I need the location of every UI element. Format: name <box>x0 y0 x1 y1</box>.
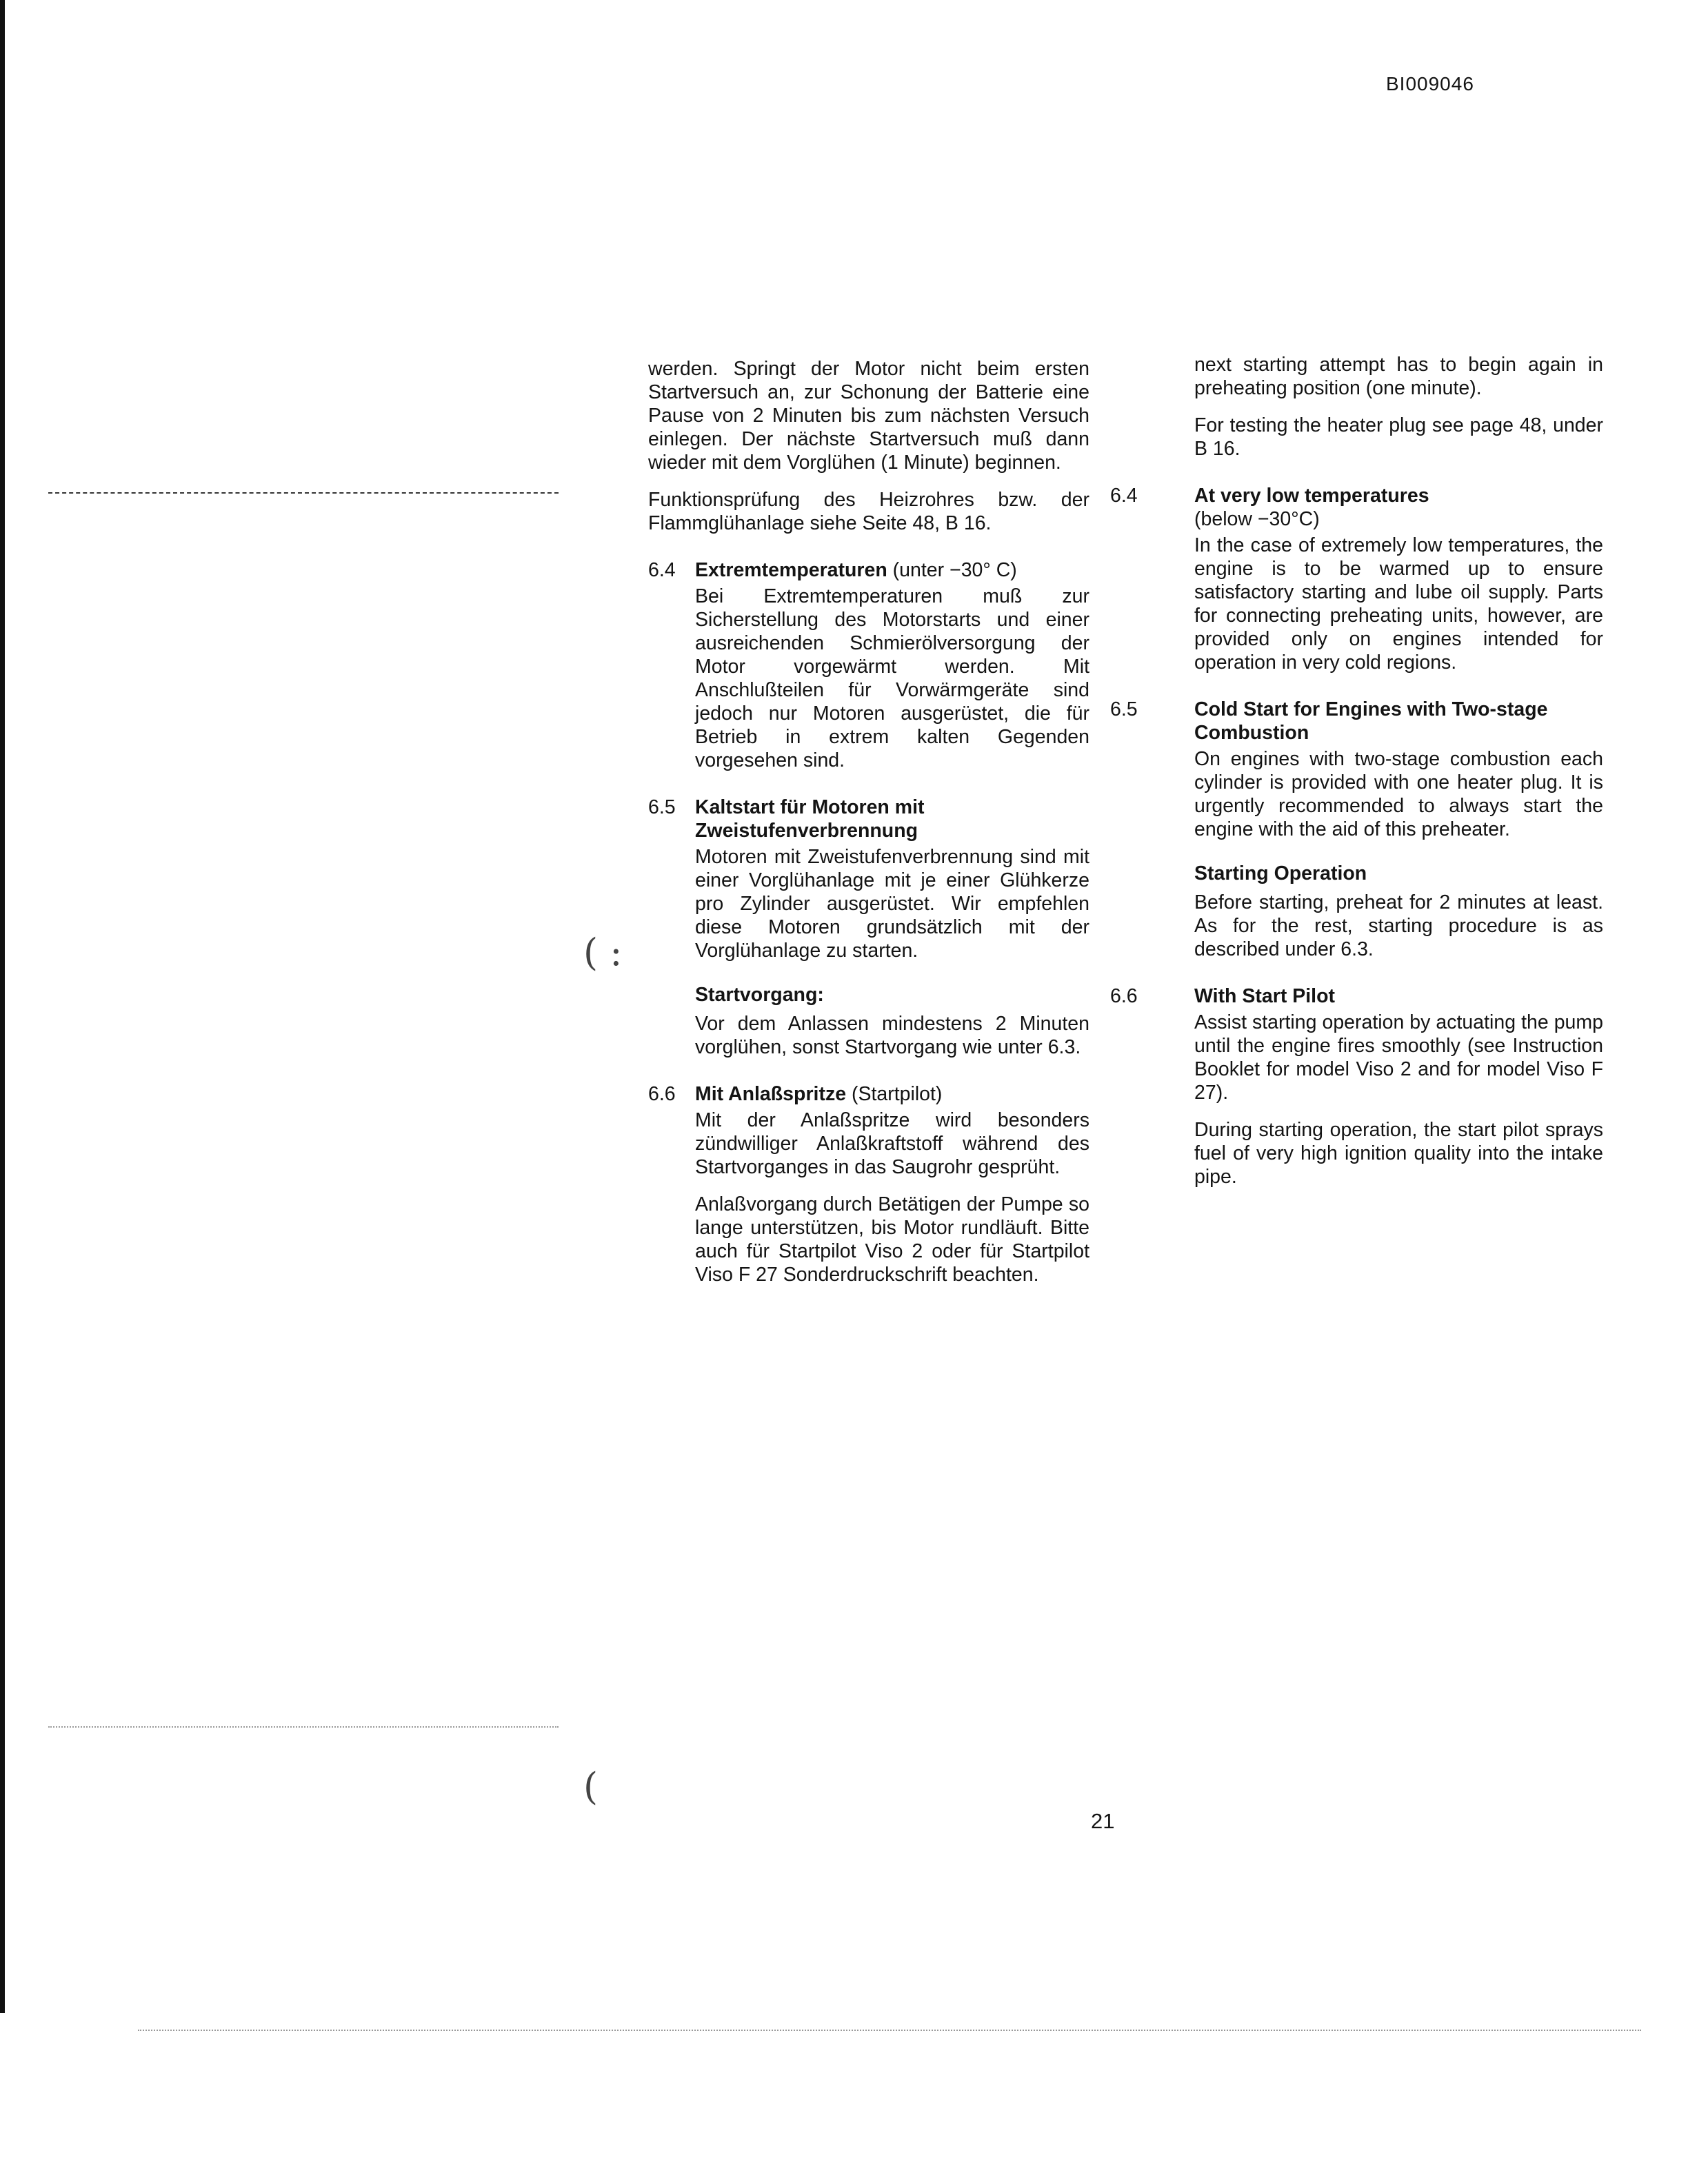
section-title: Kaltstart für Motoren mit Zweistufenverbrennung <box>695 796 925 842</box>
section-title-suffix: (unter −30° C) <box>887 559 1017 581</box>
section-number: 6.4 <box>1110 485 1138 507</box>
en-section-6-5 <box>1110 698 1603 961</box>
german-column <box>648 357 1089 1286</box>
section-number: 6.4 <box>648 559 676 581</box>
section-title: Mit Anlaßspritze <box>695 1083 847 1105</box>
en-intro <box>1110 353 1603 461</box>
punch-hole-mark-upper: ( : <box>583 931 623 974</box>
subsection-title: Startvorgang: <box>695 984 824 1006</box>
section-number: 6.6 <box>1110 985 1138 1007</box>
scan-left-border <box>0 0 5 2013</box>
en-paragraph-1: next starting attempt has to begin again in preheating position (one minute). <box>1194 354 1603 399</box>
section-title: With Start Pilot <box>1194 985 1335 1007</box>
section-title-line-2: (below −30°C) <box>1194 508 1320 530</box>
de-paragraph-2: Funktionsprüfung des Heizrohres bzw. der Flammglühanlage siehe Seite 48, B 16. <box>648 489 1089 534</box>
english-column <box>1110 353 1603 1189</box>
section-heading <box>695 1082 1089 1106</box>
section-body-1: Assist starting operation by actuating the pump until the engine fires smoothly (see Instruction Booklet for model Viso 2 and for model Viso F 27). <box>1194 1011 1603 1104</box>
subsection-body: Before starting, preheat for 2 minutes at least. As for the rest, starting procedure is as described under 6.3. <box>1194 891 1603 960</box>
section-body-2: During starting operation, the start pilot sprays fuel of very high ignition quality into the intake pipe. <box>1194 1119 1603 1188</box>
document-id: BI009046 <box>1386 73 1474 94</box>
scan-dotted-line-top <box>48 1726 559 1728</box>
subsection-title: Starting Operation <box>1194 862 1367 884</box>
de-section-6-4 <box>648 558 1089 772</box>
section-number: 6.6 <box>648 1083 676 1105</box>
fold-line <box>48 492 559 494</box>
subsection-body: Vor dem Anlassen mindestens 2 Minuten vorglühen, sonst Startvorgang wie unter 6.3. <box>695 1013 1089 1058</box>
de-section-6-5 <box>648 796 1089 1059</box>
section-body: Motoren mit Zweistufenverbrennung sind mit einer Vorglühanlage mit je einer Glühkerze pro Zylinder ausgerüstet. Wir empfehlen diese Motoren grundsätzlich mit der Vorglühanlage zu starten. <box>695 846 1089 962</box>
section-body: Bei Extremtemperaturen muß zur Sicherstellung des Motorstarts und einer ausreichenden Schmierölversorgung der Motor vorgewärmt werden. Mit Anschlußteilen für Vorwärmgeräte sind jedoch nur Motoren ausgerüstet, die für Betrieb in extrem kalten Gegenden vorgesehen sind. <box>695 585 1089 771</box>
punch-hole-mark-lower: ( <box>583 1765 599 1808</box>
section-title: At very low temperatures <box>1194 485 1429 507</box>
en-paragraph-2: For testing the heater plug see page 48, under B 16. <box>1194 414 1603 460</box>
section-title-suffix: (Startpilot) <box>846 1083 943 1105</box>
section-number: 6.5 <box>648 796 676 818</box>
section-body-1: Mit der Anlaßspritze wird besonders zündwilliger Anlaßkraftstoff während des Startvorganges in das Saugrohr gesprüht. <box>695 1109 1089 1178</box>
en-section-6-6 <box>1110 984 1603 1189</box>
de-section-6-6 <box>648 1082 1089 1286</box>
section-body-2: Anlaßvorgang durch Betätigen der Pumpe so lange unterstützen, bis Motor rundläuft. Bitte auch für Startpilot Viso 2 oder für Startpilot Viso F 27 Sonderdruckschrift beachten. <box>695 1193 1089 1286</box>
section-title: Cold Start for Engines with Two-stage Combustion <box>1194 698 1548 744</box>
section-number: 6.5 <box>1110 698 1138 720</box>
scan-dotted-line-bottom <box>138 2030 1641 2031</box>
section-body: On engines with two-stage combustion each cylinder is provided with one heater plug. It is urgently recommended to always start the engine with the aid of this preheater. <box>1194 748 1603 840</box>
section-title: Extremtemperaturen <box>695 559 887 581</box>
section-heading <box>695 558 1089 582</box>
page-number: 21 <box>1091 1809 1115 1833</box>
section-body: In the case of extremely low temperatures, the engine is to be warmed up to ensure satisfactory starting and lube oil supply. Parts for connecting preheating units, however, are provided only on engines intended for operation in very cold regions. <box>1194 534 1603 674</box>
de-paragraph-1: werden. Springt der Motor nicht beim ersten Startversuch an, zur Schonung der Batterie eine Pause von 2 Minuten bis zum nächsten Versuch einlegen. Der nächste Startversuch muß dann wieder mit dem Vorglühen (1 Minute) beginnen. <box>648 358 1089 474</box>
en-section-6-4 <box>1110 484 1603 674</box>
